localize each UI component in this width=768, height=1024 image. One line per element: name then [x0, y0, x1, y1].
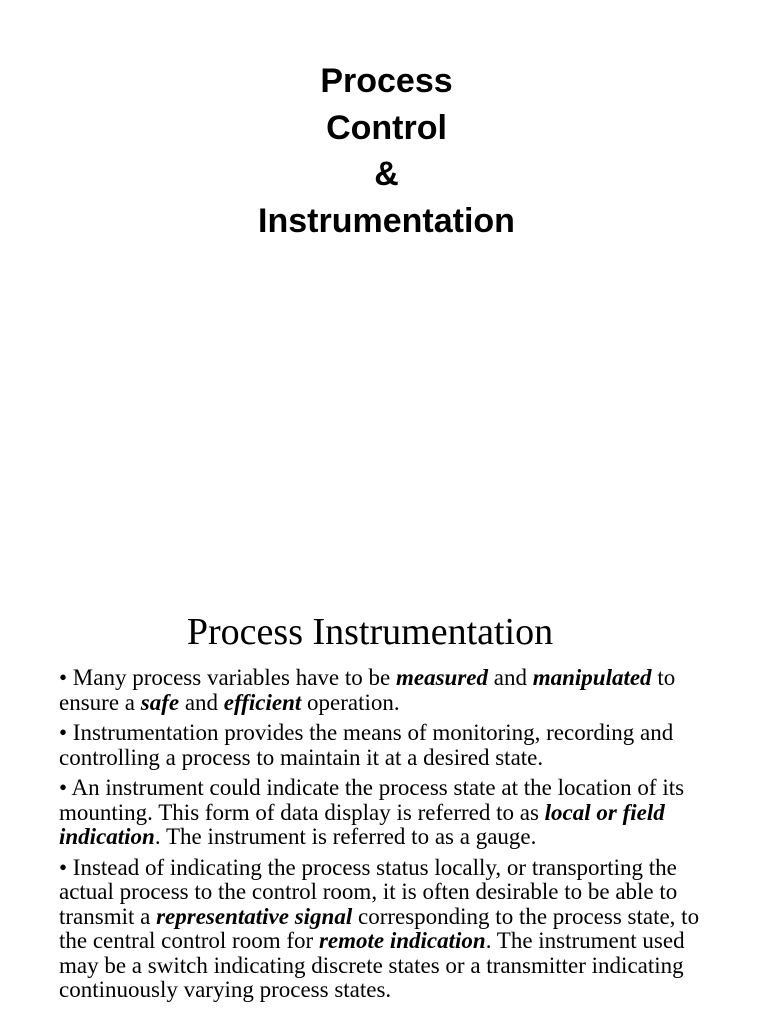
title-line: Instrumentation [258, 201, 515, 240]
slide-heading: Process Instrumentation [186, 611, 554, 653]
bullet-text: • Instrumentation provides the means of monitoring, recording and controlling a process to maintain it at a desired state. [59, 720, 674, 770]
title-line: Process [320, 62, 453, 100]
bullet-text: operation. [301, 689, 400, 715]
bullet-item [59, 776, 719, 850]
emphasized-term: measured [395, 665, 488, 690]
bullet-item [59, 721, 719, 770]
bullet-list [59, 666, 719, 1009]
title-line: & [374, 155, 399, 193]
bullet-text: • Instead of indicating the process status locally, or transporting the actual process to the control room, it is often desirable to be able to transmit a [59, 854, 678, 929]
bullet-text: . The instrument is referred to as a gauge. [154, 824, 537, 849]
bullet-text: to ensure a [59, 665, 676, 715]
bullet-text: • Many process variables have to be [59, 665, 396, 690]
emphasized-term: representative signal [156, 903, 353, 929]
emphasized-term: safe [140, 689, 180, 715]
bullet-item [59, 856, 719, 1003]
bullet-text: and [487, 665, 533, 690]
bullet-text: . The instrument used may be a switch indicating discrete states or a transmitter indicating continuously varying process states. [59, 928, 685, 1002]
bullet-text: and [179, 689, 224, 715]
emphasized-term: efficient [223, 689, 302, 715]
main-title [0, 58, 768, 244]
bullet-text: corresponding to the process state, to the central control room for [59, 903, 700, 953]
slide-process-instrumentation [0, 600, 768, 1024]
title-line: Control [326, 108, 447, 147]
bullet-text: • An instrument could indicate the process state at the location of its mounting. This form of data display is referred to as [59, 775, 685, 825]
emphasized-term: manipulated [532, 665, 652, 690]
emphasized-term: remote indication [318, 928, 486, 953]
bullet-item [59, 666, 719, 715]
emphasized-term: local or field indication [59, 799, 665, 849]
